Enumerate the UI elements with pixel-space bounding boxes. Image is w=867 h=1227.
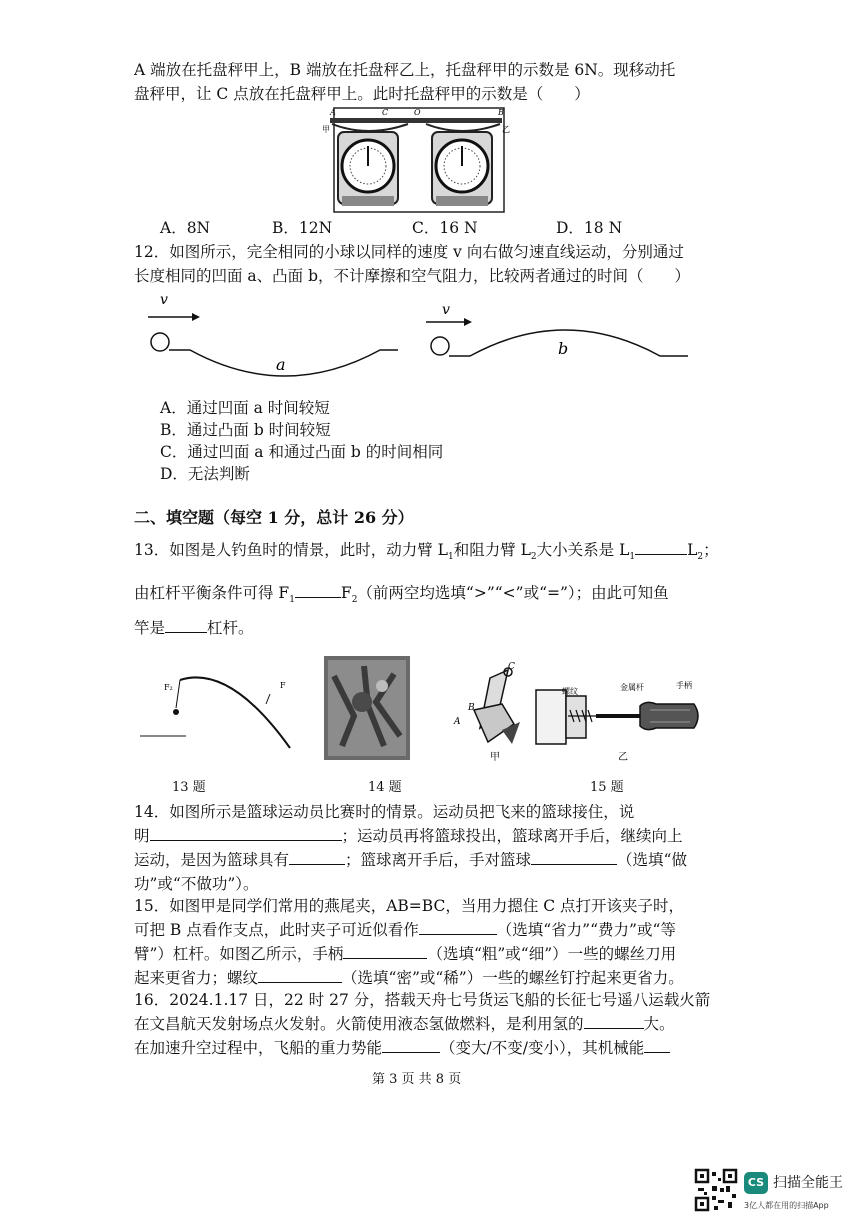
q12-option-b: B．通过凸面 b 时间较短 <box>160 421 331 439</box>
q15-line4 <box>134 968 684 988</box>
qr-code-icon <box>694 1168 738 1212</box>
q13-sub-5: 1 <box>289 595 295 606</box>
force-f2-label: F₂ <box>164 683 173 692</box>
q13-line1 <box>134 540 719 567</box>
brand-tagline: 3亿人都在用的扫描App <box>744 1201 829 1210</box>
q12-line2: 长度相同的凹面 a、凸面 b，不计摩擦和空气阻力，比较两者通过的时间（ ） <box>134 267 691 285</box>
q13-sub-4: 2 <box>697 552 704 563</box>
q13-text-2c: （前两空均选填“>”“<”或“=”）；由此可知鱼 <box>357 584 669 602</box>
q16-text-2b: 大。 <box>643 1015 675 1033</box>
clip-label-a: A <box>454 717 461 727</box>
label-b: B <box>498 108 504 117</box>
q13-text-1b: 和阻力臂 L <box>453 541 531 559</box>
surface-b-label: b <box>558 339 569 358</box>
q15-line1: 15．如图甲是同学们常用的燕尾夹，AB=BC，当用力摁住 C 点打开该夹子时， <box>134 897 685 915</box>
label-metal-bar: 金属杆 <box>620 683 644 692</box>
q15-text-2a: 可把 B 点看作支点，此时夹子可近似看作 <box>134 921 419 939</box>
label-yi: 乙 <box>502 125 510 134</box>
section-heading: 二、填空题（每空 1 分，总计 26 分） <box>134 508 414 527</box>
curve-figure <box>140 290 700 385</box>
q15-text-4b: （选填“密”或“稀”）一些的螺丝钉拧起来更省力。 <box>342 969 684 987</box>
q14-text-3c: （选填“做 <box>617 851 687 869</box>
q16-text-3b: （变大/不变/变小），其机械能 <box>440 1039 645 1057</box>
q14-blank-1[interactable] <box>150 826 342 841</box>
q13-sub-1: 1 <box>447 552 454 563</box>
cs-logo-text: CS <box>747 1176 765 1189</box>
clip-label-yi: 乙 <box>618 752 628 763</box>
q11-option-a: A．8N <box>160 219 211 237</box>
q16-text-3a: 在加速升空过程中，飞船的重力势能 <box>134 1039 383 1057</box>
q14-blank-2[interactable] <box>289 850 345 865</box>
label-o: O <box>414 108 421 117</box>
q16-blank-3[interactable] <box>644 1038 670 1053</box>
q15-line2 <box>134 920 676 940</box>
q13-sub-2: 2 <box>530 552 537 563</box>
page-number: 第 3 页 共 8 页 <box>372 1072 462 1087</box>
q13-blank-2[interactable] <box>295 583 341 598</box>
q13-sub-6: 2 <box>351 595 358 606</box>
label-handle: 手柄 <box>676 681 692 690</box>
q14-text-3b: ；篮球离开手后，手对篮球 <box>345 851 532 869</box>
basketball-photo <box>324 656 410 760</box>
q15-blank-2[interactable] <box>343 944 427 959</box>
q16-line3 <box>134 1038 670 1058</box>
q12-option-d: D．无法判断 <box>160 465 250 483</box>
q15-text-4a: 起来更省力；螺纹 <box>134 969 259 987</box>
q11-option-b: B．12N <box>272 219 333 237</box>
q15-blank-1[interactable] <box>419 920 497 935</box>
q13-text-1a: 13．如图是人钓鱼时的情景，此时，动力臂 L <box>134 541 448 559</box>
q13-sub-3: 1 <box>629 552 636 563</box>
q11-line2: 盘秤甲，让 C 点放在托盘秤甲上。此时托盘秤甲的示数是（ ） <box>134 85 590 103</box>
label-screw-thread: 螺纹 <box>562 687 578 696</box>
q13-text-3b: 杠杆。 <box>207 619 254 637</box>
label-jia: 甲 <box>322 125 330 134</box>
label-c: C <box>382 108 389 117</box>
velocity-label-right: v <box>442 302 450 318</box>
cs-logo-icon <box>744 1172 768 1194</box>
q13-text-1c: 大小关系是 L <box>536 541 630 559</box>
q16-text-2a: 在文昌航天发射场点火发射。火箭使用液态氢做燃料，是利用氢的 <box>134 1015 584 1033</box>
q14-text-2a: 明 <box>134 827 150 845</box>
q12-option-c: C．通过凹面 a 和通过凸面 b 的时间相同 <box>160 443 444 461</box>
q13-text-3a: 竿是 <box>134 619 166 637</box>
fishing-figure <box>140 664 300 764</box>
clip-label-jia: 甲 <box>490 752 500 763</box>
q14-text-3a: 运动，是因为篮球具有 <box>134 851 290 869</box>
q14-text-2b: ；运动员再将篮球投出，篮球离开手后，继续向上 <box>341 827 683 845</box>
q14-blank-3[interactable] <box>531 850 617 865</box>
force-f-label: F <box>280 681 286 690</box>
q14-line3 <box>134 850 687 870</box>
scales-figure <box>322 104 512 216</box>
q16-blank-2[interactable] <box>382 1038 440 1053</box>
q14-line2 <box>134 826 683 846</box>
q13-text-1d: L <box>687 541 698 559</box>
caption-14: 14 题 <box>368 780 402 795</box>
q13-blank-1[interactable] <box>635 540 687 555</box>
q11-line1: A 端放在托盘秤甲上，B 端放在托盘秤乙上，托盘秤甲的示数是 6N。现移动托 <box>134 61 676 79</box>
q13-text-2b: F <box>340 584 352 602</box>
q15-text-2b: （选填“省力”“费力”或“等 <box>496 921 676 939</box>
q11-option-d: D．18 N <box>556 219 623 237</box>
q16-blank-1[interactable] <box>584 1014 644 1029</box>
q15-blank-3[interactable] <box>258 968 342 983</box>
q15-text-3a: 臂”）杠杆。如图乙所示，手柄 <box>134 945 344 963</box>
q15-text-3b: （选填“粗”或“细”）一些的螺丝刀用 <box>427 945 677 963</box>
clip-label-b: B <box>468 703 475 713</box>
brand-name: 扫描全能王 <box>773 1175 843 1191</box>
q13-blank-4[interactable] <box>165 618 207 633</box>
q16-line1: 16．2024.1.17 日，22 时 27 分，搭载天舟七号货运飞船的长征七号遥八运载火箭 <box>134 991 711 1009</box>
clip-screwdriver-figure <box>450 660 706 768</box>
caption-15: 15 题 <box>590 780 624 795</box>
q13-line3 <box>134 618 254 638</box>
label-a: A <box>330 108 336 117</box>
q16-line2 <box>134 1014 675 1034</box>
q14-line4: 功”或“不做功”）。 <box>134 875 259 893</box>
q12-line1: 12．如图所示，完全相同的小球以同样的速度 v 向右做匀速直线运动，分别通过 <box>134 243 684 261</box>
q14-line1: 14．如图所示是篮球运动员比赛时的情景。运动员把飞来的篮球接住，说 <box>134 803 635 821</box>
velocity-label-left: v <box>160 292 168 308</box>
q13-line2 <box>134 583 669 610</box>
q12-option-a: A．通过凹面 a 时间较短 <box>160 399 330 417</box>
caption-13: 13 题 <box>172 780 206 795</box>
surface-a-label: a <box>276 355 286 374</box>
q11-option-c: C．16 N <box>412 219 478 237</box>
q15-line3 <box>134 944 676 964</box>
clip-label-c: C <box>508 662 515 672</box>
q13-text-1e: ； <box>703 541 719 559</box>
q13-text-2a: 由杠杆平衡条件可得 F <box>134 584 290 602</box>
